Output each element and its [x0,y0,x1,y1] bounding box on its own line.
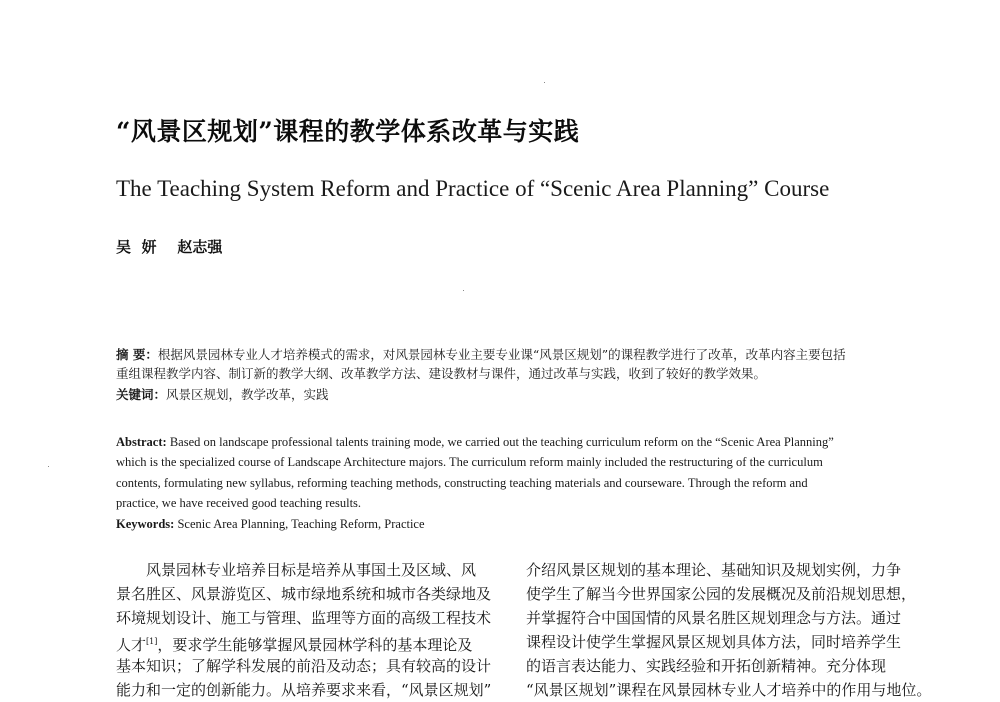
abstract-cn-text: 根据风景园林专业人才培养模式的需求，对风景园林专业主要专业课“风景区规划”的课程教学进行了改革，改革内容主要包括 [157,347,846,362]
scan-speck [463,290,464,291]
abstract-en-line: contents, formulating new syllabus, reforming teaching methods, constructing teaching materials and courseware. Through the reform and [116,475,808,490]
scan-speck [544,82,545,83]
paper-title-en: The Teaching System Reform and Practice of “Scenic Area Planning” Course [116,176,830,201]
body-line: 环境规划设计、施工与管理、监理等方面的高级工程技术 [116,609,492,627]
body-text: 人才 [116,636,147,654]
keywords-en-text: Scenic Area Planning, Teaching Reform, Practice [177,517,425,531]
scan-speck [48,466,49,467]
body-column-right [526,558,932,702]
body-line: 介绍风景区规划的基本理论、基础知识及规划实例，力争 [526,561,902,579]
body-line: 的语言表达能力、实践经验和开拓创新精神。充分体现 [526,657,887,675]
body-text: ，要求学生能够掌握风景园林学科的基本理论及 [157,636,473,654]
abstract-cn-line: 重组课程教学内容、制订新的教学大纲、改革教学方法、建设教材与课件，通过改革与实践，收到了较好的教学效果。 [116,366,767,381]
body-line: 景名胜区、风景游览区、城市绿地系统和城市各类绿地及 [116,585,492,603]
abstract-cn-label: 摘 要： [116,347,158,362]
keywords-en [116,514,900,534]
body-column-left [116,558,492,702]
abstract-cn [116,345,916,383]
body-line: 并掌握符合中国国情的风景名胜区规划理念与方法。通过 [526,609,902,627]
abstract-en-label: Abstract: [116,435,167,449]
reference-marker: [1] [146,637,158,646]
keywords-cn [116,385,916,404]
body-line: “风景区规划”课程在风景园林专业人才培养中的作用与地位。 [526,681,932,699]
abstract-cn-line [116,345,916,364]
keywords-en-label: Keywords: [116,517,175,531]
body-line: 使学生了解当今世界国家公园的发展概况及前沿规划思想， [526,585,917,603]
abstract-en [116,432,900,513]
author-names: 吴 妍 赵志强 [116,238,223,256]
abstract-en-line: practice, we have received good teaching results. [116,495,362,510]
abstract-en-line [116,432,900,452]
paper-title-cn: “风景区规划”课程的教学体系改革与实践 [116,117,580,146]
body-line: 基本知识；了解学科发展的前沿及动态；具有较高的设计 [116,657,492,675]
body-line: 风景园林专业培养目标是培养从事国土及区域、风 [146,561,477,579]
keywords-cn-text: 风景区规划，教学改革，实践 [166,387,329,402]
body-line: 课程设计使学生掌握风景区规划具体方法，同时培养学生 [526,633,902,651]
abstract-en-text: Based on landscape professional talents training mode, we carried out the teaching curriculum reform on the “Scenic Area Planning” [169,435,834,449]
keywords-cn-label: 关键词： [116,387,167,402]
body-line [116,630,486,654]
abstract-en-line: which is the specialized course of Landscape Architecture majors. The curriculum reform mainly included the restructuring of the curriculum [116,455,823,470]
body-line: 能力和一定的创新能力。从培养要求来看，“风景区规划” [116,681,492,699]
